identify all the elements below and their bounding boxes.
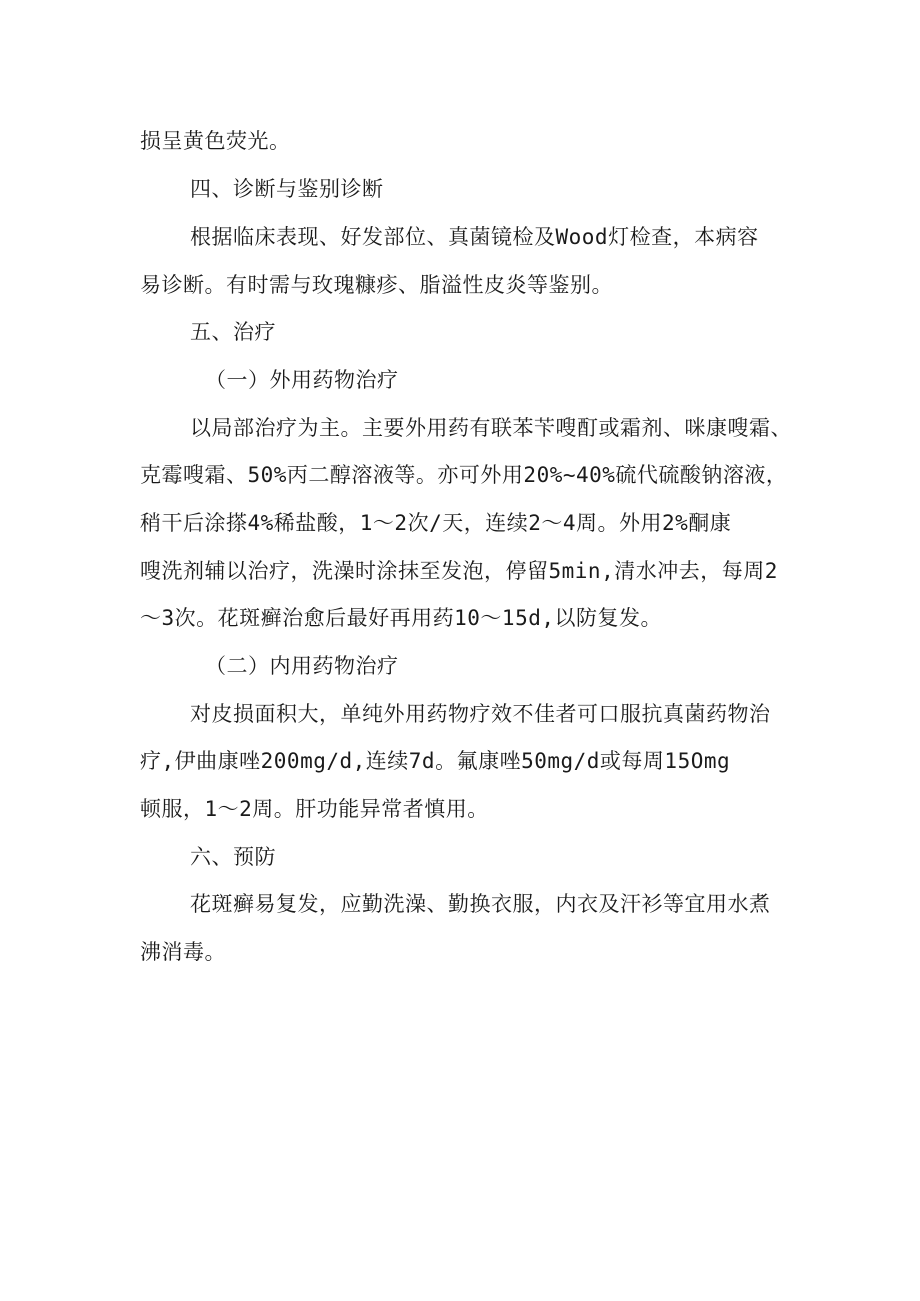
subsection-heading-topical: （一）外用药物治疗: [205, 368, 399, 392]
section-heading-treatment: 五、治疗: [190, 320, 276, 344]
paragraph-line: 稍干后涂搽4%稀盐酸，1～2次/天，连续2～4周。外用2%酮康: [140, 511, 732, 535]
paragraph-line: 沸消毒。: [140, 940, 226, 964]
paragraph-line: 花斑癣易复发，应勤洗澡、勤换衣服，内衣及汗衫等宜用水煮: [190, 892, 771, 916]
paragraph-line: 损呈黄色荧光。: [140, 129, 291, 153]
section-heading-diagnosis: 四、诊断与鉴别诊断: [190, 177, 384, 201]
subsection-heading-oral: （二）内用药物治疗: [205, 654, 399, 678]
paragraph-line: 根据临床表现、好发部位、真菌镜检及Wood灯检查，本病容: [190, 225, 759, 249]
paragraph-line: ～3次。花斑癣治愈后最好再用药10～15d,以防复发。: [140, 606, 662, 630]
paragraph-line: 疗,伊曲康唑200mg∕d,连续7d。氟康唑50mg∕d或每周15Omg: [140, 749, 731, 773]
section-heading-prevention: 六、预防: [190, 845, 276, 869]
paragraph-line: 以局部治疗为主。主要外用药有联苯苄嗖酊或霜剂、咪康嗖霜、: [190, 416, 792, 440]
paragraph-line: 对皮损面积大，单纯外用药物疗效不佳者可口服抗真菌药物治: [190, 702, 771, 726]
paragraph-line: 嗖洗剂辅以治疗，洗澡时涂抹至发泡，停留5min,清水冲去，每周2: [140, 559, 778, 583]
paragraph-line: 克霉嗖霜、50%丙二醇溶液等。亦可外用20%~40%硫代硫酸钠溶液，: [140, 463, 788, 487]
paragraph-line: 易诊断。有时需与玫瑰糠疹、脂溢性皮炎等鉴别。: [140, 273, 613, 297]
paragraph-line: 顿服，1～2周。肝功能异常者慎用。: [140, 797, 489, 821]
